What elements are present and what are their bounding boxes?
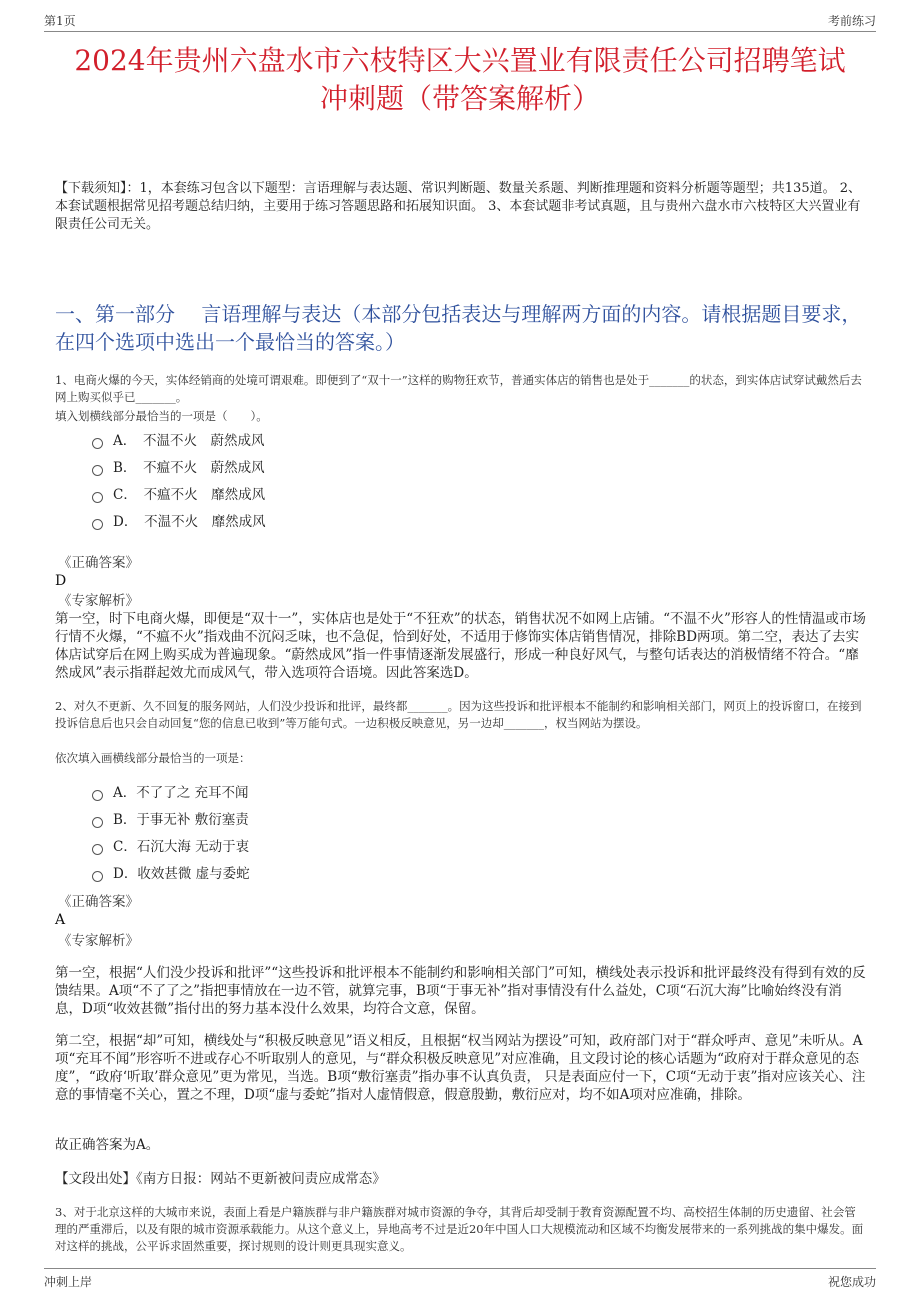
q2-prompt: 依次填入画横线部分最恰当的一项是：	[55, 751, 251, 765]
q2-option-b-text: B．于事无补 敷衍塞责	[113, 812, 249, 828]
q1-answer-label: 《正确答案》	[58, 555, 139, 571]
title-line-2: 冲刺题（带答案解析）	[319, 82, 600, 115]
q2-option-d[interactable]	[92, 865, 250, 883]
q2-option-a-text: A．不了了之 充耳不闻	[113, 785, 249, 801]
download-notice: 【下载须知】：1，本套练习包含以下题型：言语理解与表达题、常识判断题、数量关系题、判断推理题和资料分析题等题型；共135道。 2、本套试题根据常见招考题总结归纳，主要用于练习答题思路和拓展知识面。 3、本套试题非考试真题，且与贵州六盘水市六枝特区大兴置业有限责任公司无关。	[55, 181, 861, 232]
q1-answer: D	[55, 573, 67, 589]
q1-option-a[interactable]	[92, 432, 265, 450]
q2-analysis-part1: 第一空，根据“人们没少投诉和批评”“这些投诉和批评根本不能制约和影响相关部门”可知，横线处表示投诉和批评最终没有得到有效的反馈结果。A项“不了了之”指把事情放在一边不管，就算完事，B项“于事无补”指对事情没有什么益处，C项“石沉大海”比喻始终没有消息，D项“收效甚微”指付出的努力基本没什么效果，均符合文意，保留。	[55, 965, 866, 1017]
q2-answer-label: 《正确答案》	[58, 894, 139, 910]
radio-icon[interactable]	[92, 817, 103, 828]
radio-icon[interactable]	[92, 465, 103, 476]
q1-option-c[interactable]	[92, 486, 265, 504]
header-label: 考前练习	[827, 14, 876, 28]
q1-option-b-text: B． 不瘟不火 蔚然成风	[113, 460, 265, 476]
section-heading: 一、第一部分 言语理解与表达（本部分包括表达与理解两方面的内容。请根据题目要求，在四个选项中选出一个最恰当的答案。）	[55, 302, 862, 354]
footer-divider	[44, 1268, 876, 1269]
q2-analysis-part2: 第二空，根据“却”可知，横线处与“积极反映意见”语义相反，且根据“权当网站为摆设”可知，政府部门对于“群众呼声、意见”未听从。A项“充耳不闻”形容听不进或存心不听取别人的意见，与“群众积极反映意见”对应准确，且文段讨论的核心话题为“政府对于群众意见的态度”，“政府‘听取’群众意见”更为常见，当选。B项“敷衍塞责”指办事不认真负责， 只是表面应付一下，C项“无动于衷”指对应该关心、注意的事情毫不关心，置之不理，D项“虚与委蛇”指对人虚情假意，假意殷勤，敷衍应对，均不如A项对应准确，排除。	[55, 1033, 866, 1103]
q2-analysis-label: 《专家解析》	[58, 933, 139, 949]
q1-stem: 1、电商火爆的今天，实体经销商的处境可谓艰难。即便到了“双十一”这样的购物狂欢节，普通实体店的销售也是处于_______的状态，到实体店试穿试戴然后去网上购买似乎已_______。	[55, 373, 862, 404]
q2-option-c[interactable]	[92, 838, 249, 856]
radio-icon[interactable]	[92, 871, 103, 882]
q1-analysis-label: 《专家解析》	[58, 593, 139, 609]
radio-icon[interactable]	[92, 844, 103, 855]
q1-prompt: 填入划横线部分最恰当的一项是（ ）。	[55, 409, 268, 423]
q1-option-d-text: D． 不温不火 靡然成风	[113, 514, 266, 530]
q2-conclusion: 故正确答案为A。	[55, 1137, 160, 1153]
radio-icon[interactable]	[92, 519, 103, 530]
q2-stem: 2、对久不更新、久不回复的服务网站，人们没少投诉和批评，最终都_______。因为这些投诉和批评根本不能制约和影响相关部门，网页上的投诉窗口，在接到投诉信息后也只会自动回复“您的信息已收到”等万能句式。一边积极反映意见，另一边却_______，权当网站为摆设。	[55, 699, 862, 730]
header-divider	[44, 31, 876, 32]
q2-option-a[interactable]	[92, 784, 249, 802]
radio-icon[interactable]	[92, 438, 103, 449]
footer-left: 冲刺上岸	[44, 1275, 93, 1289]
radio-icon[interactable]	[92, 790, 103, 801]
document-title	[50, 42, 870, 118]
radio-icon[interactable]	[92, 492, 103, 503]
header-page-number: 第1页	[44, 14, 76, 28]
q2-option-b[interactable]	[92, 811, 249, 829]
q1-option-c-text: C． 不瘟不火 靡然成风	[113, 487, 266, 503]
q3-stem: 3、对于北京这样的大城市来说，表面上看是户籍族群与非户籍族群对城市资源的争夺，其背后却受制于教育资源配置不均、高校招生体制的历史遗留、社会管理的严重滞后，以及有限的城市资源承载能力。从这个意义上，异地高考不过是近20年中国人口大规模流动和区域不均衡发展带来的一系列挑战的集中爆发。面对这样的挑战，公平诉求固然重要，探讨规则的设计则更具现实意义。	[55, 1205, 864, 1253]
q2-option-c-text: C．石沉大海 无动于衷	[113, 839, 250, 855]
title-line-1: 2024年贵州六盘水市六枝特区大兴置业有限责任公司招聘笔试	[74, 44, 846, 77]
q1-option-b[interactable]	[92, 459, 265, 477]
q2-option-d-text: D．收效甚微 虚与委蛇	[113, 866, 250, 882]
q2-source: 【文段出处】《南方日报：网站不更新被问责应成常态》	[55, 1171, 386, 1187]
footer-right: 祝您成功	[827, 1275, 876, 1289]
q2-answer: A	[55, 912, 66, 928]
q1-option-a-text: A． 不温不火 蔚然成风	[113, 433, 265, 449]
q1-analysis: 第一空，时下电商火爆，即便是“双十一”，实体店也是处于“不狂欢”的状态，销售状况不如网上店铺。“不温不火”形容人的性情温或市场行情不火爆，“不瘟不火”指戏曲不沉闷乏味，也不急促，恰到好处，不适用于修饰实体店销售情况，排除BD两项。第二空，表达了去实体店试穿后在网上购买成为普遍现象。“蔚然成风”指一件事情逐渐发展盛行，形成一种良好风气，与整句话表达的消极情绪不符合。“靡然成风”表示指群起效尤而成风气，带入选项符合语境。因此答案选D。	[55, 611, 866, 681]
q1-option-d[interactable]	[92, 513, 266, 531]
